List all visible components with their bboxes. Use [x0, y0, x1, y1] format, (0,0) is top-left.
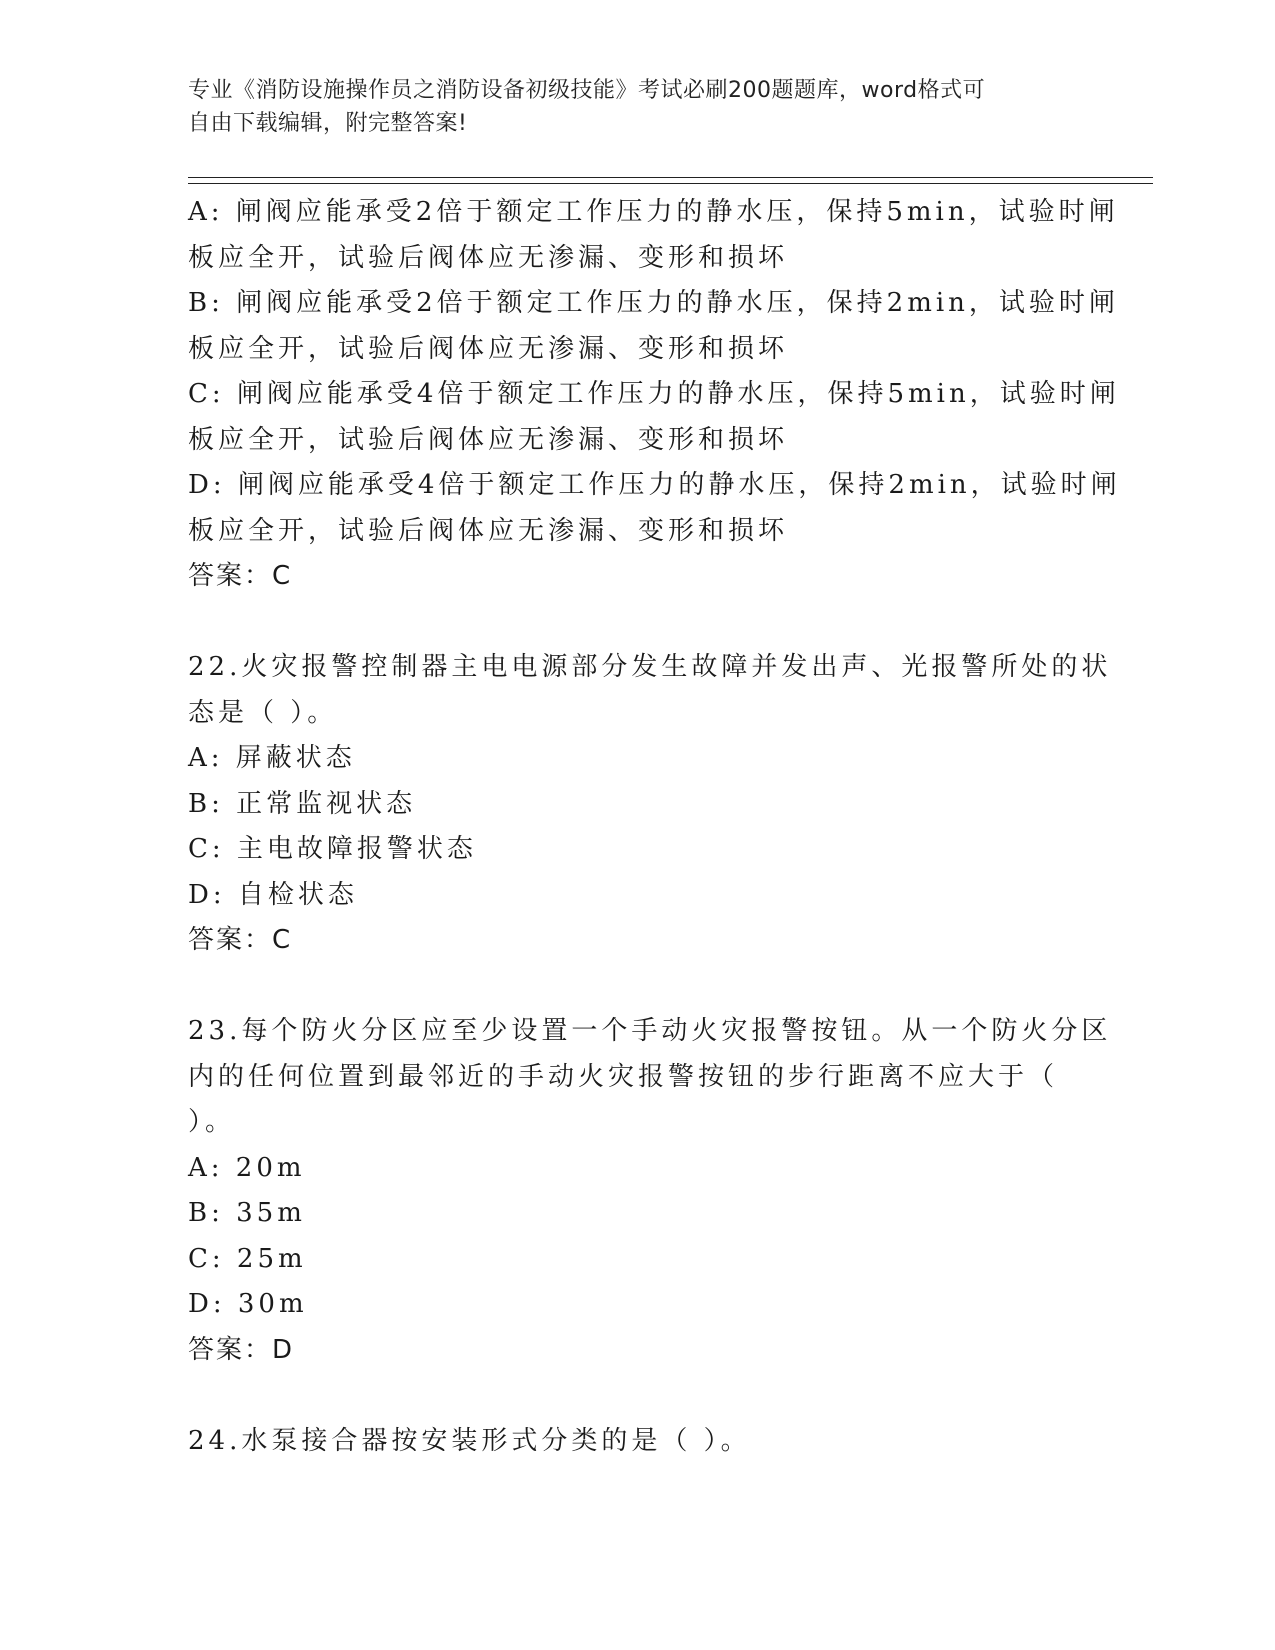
answer-21: 答案：C [188, 561, 293, 591]
option-a: A: 20m [188, 1152, 306, 1183]
question-content [188, 190, 1121, 1464]
header-divider-bottom [188, 183, 1153, 184]
answer-22: 答案：C [188, 925, 293, 955]
option-b-line-2: 板应全开，试验后阀体应无渗漏、变形和损坏 [188, 333, 789, 364]
header-divider-top [188, 177, 1153, 178]
question-24 [188, 1419, 1088, 1465]
spacer [188, 600, 1088, 646]
question-22 [188, 645, 1112, 964]
option-a-line-1: A: 闸阀应能承受2倍于额定工作压力的静水压，保持5min，试验时闸 [188, 197, 1119, 227]
question-23 [188, 1009, 1112, 1373]
question-23-stem-line-3: ）。 [188, 1107, 236, 1137]
spacer [188, 1373, 1088, 1419]
option-c-line-1: C: 闸阀应能承受4倍于额定工作压力的静水压，保持5min，试验时闸 [188, 379, 1120, 409]
document-header [188, 74, 1088, 140]
question-22-stem-line-1: 22.火灾报警控制器主电电源部分发生故障并发出声、光报警所处的状 [188, 652, 1112, 682]
option-c: C: 主电故障报警状态 [188, 834, 477, 864]
option-d: D: 自检状态 [188, 879, 358, 910]
option-a-line-2: 板应全开，试验后阀体应无渗漏、变形和损坏 [188, 242, 789, 273]
option-a: A: 屏蔽状态 [188, 743, 356, 773]
question-22-stem-line-2: 态是（ ）。 [188, 697, 338, 728]
question-23-stem-line-2: 内的任何位置到最邻近的手动火灾报警按钮的步行距离不应大于（ [188, 1061, 1059, 1092]
option-b: B: 35m [188, 1198, 306, 1228]
option-d-line-2: 板应全开，试验后阀体应无渗漏、变形和损坏 [188, 515, 789, 546]
option-b: B: 正常监视状态 [188, 788, 417, 819]
question-23-stem-line-1: 23.每个防火分区应至少设置一个手动火灾报警按钮。从一个防火分区 [188, 1016, 1112, 1046]
option-b-line-1: B: 闸阀应能承受2倍于额定工作压力的静水压，保持2min，试验时闸 [188, 288, 1119, 318]
option-d: D: 30m [188, 1289, 308, 1319]
header-line-1: 专业《消防设施操作员之消防设备初级技能》考试必刷200题题库，word格式可 [188, 78, 986, 103]
option-d-line-1: D: 闸阀应能承受4倍于额定工作压力的静水压，保持2min，试验时闸 [188, 470, 1121, 500]
question-24-stem: 24.水泵接合器按安装形式分类的是（ ）。 [188, 1425, 751, 1456]
question-21-options [188, 190, 1121, 600]
header-line-2: 自由下载编辑，附完整答案! [188, 111, 468, 136]
answer-23: 答案：D [188, 1334, 295, 1365]
option-c: C: 25m [188, 1243, 307, 1274]
spacer [188, 964, 1088, 1010]
option-c-line-2: 板应全开，试验后阀体应无渗漏、变形和损坏 [188, 424, 789, 455]
